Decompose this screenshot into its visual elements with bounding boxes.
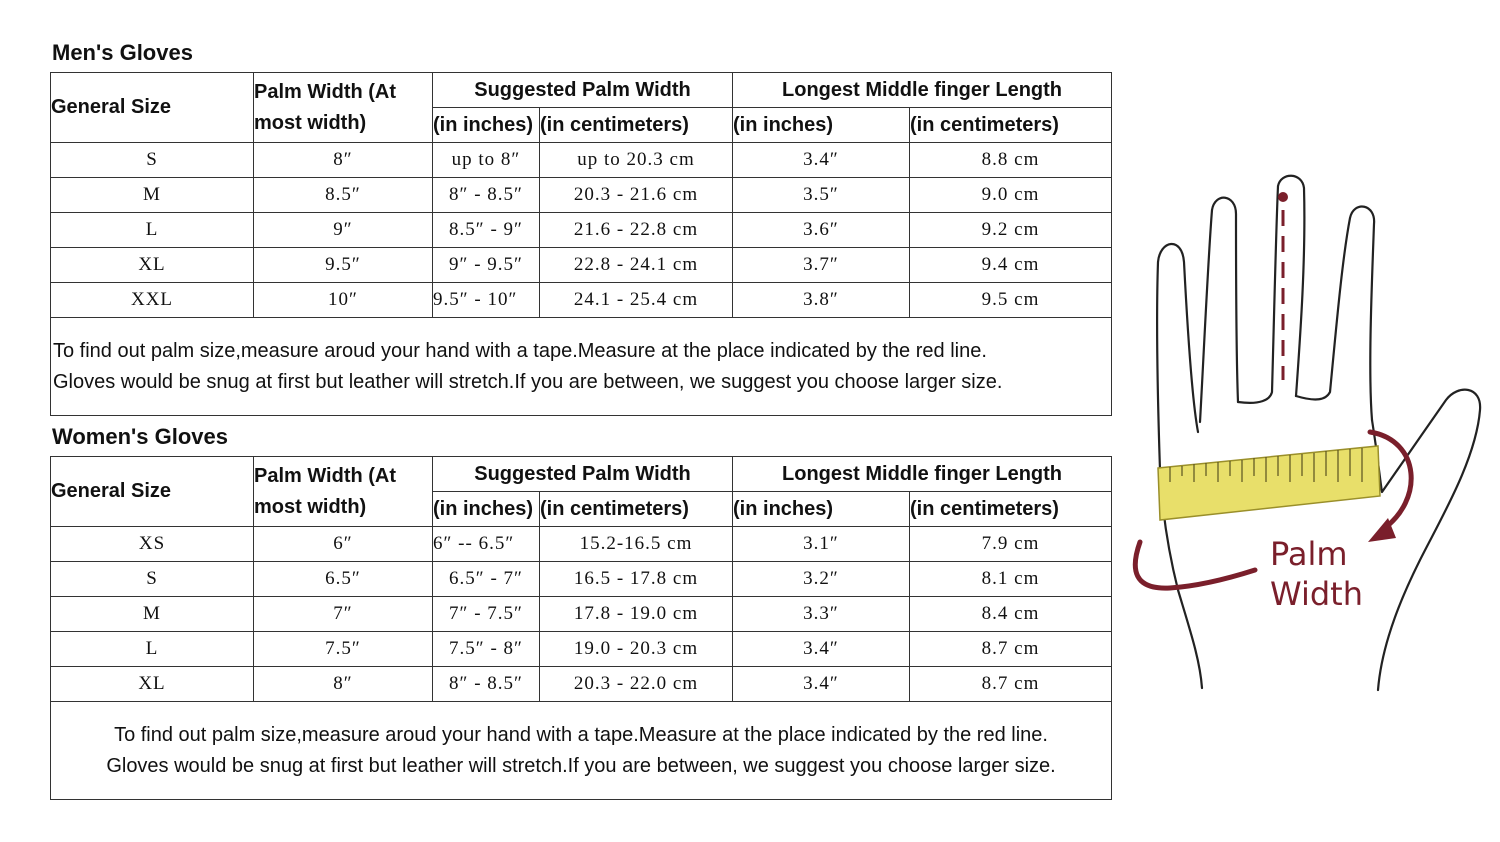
header-longest-middle-finger: Longest Middle finger Length: [733, 457, 1112, 492]
header-palm-width: Palm Width (At most width): [254, 73, 433, 143]
header-in-inches: (in inches): [733, 108, 910, 143]
size-cell: L: [51, 213, 254, 248]
palm-width-cell: 7″: [254, 597, 433, 632]
palm-width-label-line2: Width: [1270, 575, 1363, 613]
finger-inches-cell: 3.4″: [733, 143, 910, 178]
finger-cm-cell: 8.4 cm: [910, 597, 1112, 632]
suggested-cm-cell: 16.5 - 17.8 cm: [540, 562, 733, 597]
header-in-centimeters: (in centimeters): [910, 108, 1112, 143]
suggested-cm-cell: 20.3 - 22.0 cm: [540, 667, 733, 702]
header-suggested-palm-width: Suggested Palm Width: [433, 457, 733, 492]
finger-inches-cell: 3.5″: [733, 178, 910, 213]
suggested-inches-cell: 7″ - 7.5″: [433, 597, 540, 632]
header-general-size: General Size: [51, 457, 254, 527]
palm-width-cell: 9″: [254, 213, 433, 248]
finger-cm-cell: 9.5 cm: [910, 283, 1112, 318]
suggested-cm-cell: 15.2-16.5 cm: [540, 527, 733, 562]
size-cell: L: [51, 632, 254, 667]
header-longest-middle-finger: Longest Middle finger Length: [733, 73, 1112, 108]
suggested-inches-cell: 8″ - 8.5″: [433, 178, 540, 213]
table-row: [51, 178, 1112, 213]
palm-width-cell: 10″: [254, 283, 433, 318]
note-line: Gloves would be snug at first but leather will stretch.If you are between, we suggest you choose larger size.: [53, 370, 1003, 393]
suggested-inches-cell: 6″ -- 6.5″: [433, 527, 540, 562]
womens-gloves-title: Women's Gloves: [52, 424, 228, 449]
suggested-cm-cell: up to 20.3 cm: [540, 143, 733, 178]
table-row: [51, 143, 1112, 178]
note-line: Gloves would be snug at first but leather will stretch.If you are between, we suggest you choose larger size.: [106, 754, 1056, 777]
table-row: [51, 283, 1112, 318]
header-palm-width: Palm Width (At most width): [254, 457, 433, 527]
palm-width-label-line1: Palm: [1270, 535, 1348, 573]
size-cell: XXL: [51, 283, 254, 318]
measuring-tape-icon: [1158, 446, 1380, 520]
suggested-cm-cell: 21.6 - 22.8 cm: [540, 213, 733, 248]
table-row: [51, 667, 1112, 702]
middle-finger-marker-icon: [1278, 192, 1288, 380]
suggested-inches-cell: 8.5″ - 9″: [433, 213, 540, 248]
size-cell: M: [51, 597, 254, 632]
palm-width-cell: 7.5″: [254, 632, 433, 667]
suggested-cm-cell: 24.1 - 25.4 cm: [540, 283, 733, 318]
suggested-inches-cell: 8″ - 8.5″: [433, 667, 540, 702]
suggested-inches-cell: 9″ - 9.5″: [433, 248, 540, 283]
header-suggested-palm-width: Suggested Palm Width: [433, 73, 733, 108]
finger-cm-cell: 8.1 cm: [910, 562, 1112, 597]
size-cell: XL: [51, 667, 254, 702]
table-row: [51, 597, 1112, 632]
header-in-centimeters: (in centimeters): [540, 108, 733, 143]
palm-width-cell: 8″: [254, 667, 433, 702]
size-cell: XS: [51, 527, 254, 562]
header-in-centimeters: (in centimeters): [910, 492, 1112, 527]
mens-size-table: [50, 72, 1112, 416]
finger-cm-cell: 8.7 cm: [910, 632, 1112, 667]
size-cell: M: [51, 178, 254, 213]
finger-inches-cell: 3.3″: [733, 597, 910, 632]
finger-cm-cell: 9.2 cm: [910, 213, 1112, 248]
finger-cm-cell: 7.9 cm: [910, 527, 1112, 562]
finger-cm-cell: 8.7 cm: [910, 667, 1112, 702]
finger-inches-cell: 3.4″: [733, 632, 910, 667]
size-cell: S: [51, 562, 254, 597]
size-cell: XL: [51, 248, 254, 283]
palm-width-cell: 8.5″: [254, 178, 433, 213]
finger-inches-cell: 3.2″: [733, 562, 910, 597]
note-line: To find out palm size,measure aroud your hand with a tape.Measure at the place indicated by the red line.: [53, 339, 987, 362]
palm-width-cell: 8″: [254, 143, 433, 178]
header-general-size: General Size: [51, 73, 254, 143]
womens-measure-note: [51, 702, 1112, 800]
finger-cm-cell: 9.4 cm: [910, 248, 1112, 283]
palm-width-cell: 9.5″: [254, 248, 433, 283]
header-in-inches: (in inches): [433, 108, 540, 143]
finger-inches-cell: 3.6″: [733, 213, 910, 248]
finger-inches-cell: 3.1″: [733, 527, 910, 562]
note-line: To find out palm size,measure aroud your hand with a tape.Measure at the place indicated by the red line.: [114, 723, 1048, 746]
table-row: [51, 562, 1112, 597]
table-row: [51, 213, 1112, 248]
palm-width-cell: 6″: [254, 527, 433, 562]
suggested-cm-cell: 20.3 - 21.6 cm: [540, 178, 733, 213]
suggested-cm-cell: 19.0 - 20.3 cm: [540, 632, 733, 667]
mens-gloves-title: Men's Gloves: [52, 40, 193, 65]
table-row: [51, 632, 1112, 667]
finger-cm-cell: 9.0 cm: [910, 178, 1112, 213]
suggested-inches-cell: 6.5″ - 7″: [433, 562, 540, 597]
hand-measurement-illustration: [1120, 170, 1490, 700]
header-in-inches: (in inches): [433, 492, 540, 527]
table-row: [51, 527, 1112, 562]
finger-inches-cell: 3.4″: [733, 667, 910, 702]
suggested-inches-cell: 7.5″ - 8″: [433, 632, 540, 667]
header-in-centimeters: (in centimeters): [540, 492, 733, 527]
size-cell: S: [51, 143, 254, 178]
suggested-inches-cell: 9.5″ - 10″: [433, 283, 540, 318]
header-in-inches: (in inches): [733, 492, 910, 527]
finger-cm-cell: 8.8 cm: [910, 143, 1112, 178]
mens-measure-note: [51, 318, 1112, 416]
suggested-cm-cell: 17.8 - 19.0 cm: [540, 597, 733, 632]
suggested-inches-cell: up to 8″: [433, 143, 540, 178]
finger-inches-cell: 3.7″: [733, 248, 910, 283]
palm-width-cell: 6.5″: [254, 562, 433, 597]
table-row: [51, 248, 1112, 283]
suggested-cm-cell: 22.8 - 24.1 cm: [540, 248, 733, 283]
womens-size-table: [50, 456, 1112, 800]
finger-inches-cell: 3.8″: [733, 283, 910, 318]
